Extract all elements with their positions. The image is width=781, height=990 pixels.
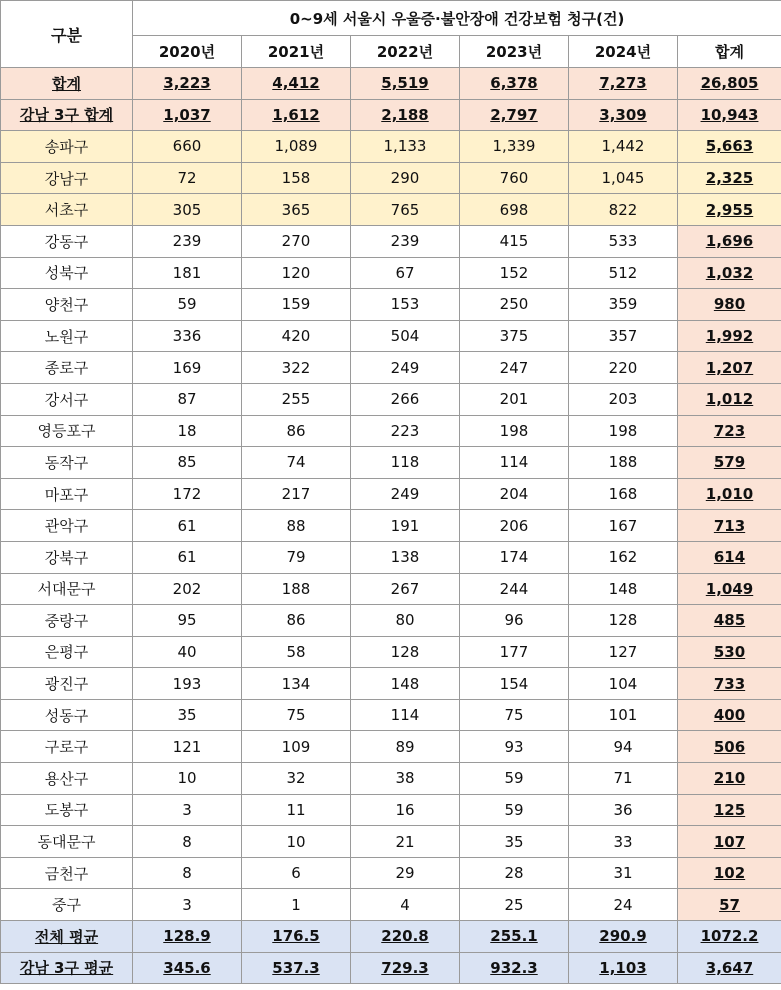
district-label: 서대문구 (1, 573, 133, 605)
cell-value: 24 (569, 889, 678, 921)
cell-value: 18 (133, 415, 242, 447)
cell-sum: 723 (678, 415, 781, 447)
district-row (1, 478, 781, 510)
district-row (1, 352, 781, 384)
cell-value: 1,103 (569, 952, 678, 984)
district-row (1, 699, 781, 731)
cell-value: 202 (133, 573, 242, 605)
cell-sum: 400 (678, 699, 781, 731)
district-label: 양천구 (1, 289, 133, 321)
cell-value: 512 (569, 257, 678, 289)
cell-value: 152 (460, 257, 569, 289)
cell-value: 2,797 (460, 99, 569, 131)
cell-value: 172 (133, 478, 242, 510)
cell-value: 4 (351, 889, 460, 921)
cell-sum: 125 (678, 794, 781, 826)
cell-value: 198 (460, 415, 569, 447)
district-row (1, 257, 781, 289)
district-label: 금천구 (1, 857, 133, 889)
cell-value: 134 (242, 668, 351, 700)
cell-sum: 614 (678, 541, 781, 573)
cell-value: 336 (133, 320, 242, 352)
cell-value: 198 (569, 415, 678, 447)
district-row (1, 763, 781, 795)
cell-value: 504 (351, 320, 460, 352)
cell-value: 88 (242, 510, 351, 542)
cell-value: 204 (460, 478, 569, 510)
cell-value: 322 (242, 352, 351, 384)
cell-value: 128 (569, 605, 678, 637)
cell-value: 359 (569, 289, 678, 321)
cell-value: 1,442 (569, 131, 678, 163)
cell-value: 223 (351, 415, 460, 447)
district-label: 성동구 (1, 699, 133, 731)
column-header: 합계 (678, 36, 781, 68)
cell-value: 72 (133, 162, 242, 194)
cell-value: 33 (569, 826, 678, 858)
table-body (1, 68, 781, 984)
row-label: 강남 3구 합계 (1, 99, 133, 131)
cell-value: 59 (460, 763, 569, 795)
cell-sum: 2,955 (678, 194, 781, 226)
cell-value: 249 (351, 352, 460, 384)
cell-sum: 579 (678, 447, 781, 479)
cell-value: 29 (351, 857, 460, 889)
cell-value: 94 (569, 731, 678, 763)
district-row (1, 194, 781, 226)
cell-value: 10 (242, 826, 351, 858)
cell-value: 220.8 (351, 921, 460, 953)
cell-value: 114 (351, 699, 460, 731)
cell-value: 10 (133, 763, 242, 795)
district-row (1, 541, 781, 573)
cell-value: 206 (460, 510, 569, 542)
cell-value: 2,188 (351, 99, 460, 131)
column-header: 2020년 (133, 36, 242, 68)
cell-value: 168 (569, 478, 678, 510)
cell-value: 239 (133, 225, 242, 257)
gangnam-average-row (1, 952, 781, 984)
cell-value: 8 (133, 857, 242, 889)
cell-sum: 210 (678, 763, 781, 795)
district-label: 강동구 (1, 225, 133, 257)
cell-value: 128 (351, 636, 460, 668)
cell-value: 61 (133, 510, 242, 542)
cell-value: 239 (351, 225, 460, 257)
cell-value: 80 (351, 605, 460, 637)
cell-value: 357 (569, 320, 678, 352)
cell-value: 270 (242, 225, 351, 257)
cell-sum: 10,943 (678, 99, 781, 131)
district-label: 동대문구 (1, 826, 133, 858)
cell-value: 58 (242, 636, 351, 668)
cell-value: 89 (351, 731, 460, 763)
district-row (1, 605, 781, 637)
cell-value: 188 (569, 447, 678, 479)
cell-value: 21 (351, 826, 460, 858)
cell-value: 220 (569, 352, 678, 384)
cell-value: 305 (133, 194, 242, 226)
total-row (1, 68, 781, 100)
cell-sum: 1,012 (678, 383, 781, 415)
cell-sum: 2,325 (678, 162, 781, 194)
cell-value: 1,089 (242, 131, 351, 163)
cell-value: 169 (133, 352, 242, 384)
cell-value: 698 (460, 194, 569, 226)
cell-value: 290 (351, 162, 460, 194)
cell-sum: 57 (678, 889, 781, 921)
district-row (1, 510, 781, 542)
cell-value: 249 (351, 478, 460, 510)
cell-value: 3,223 (133, 68, 242, 100)
cell-value: 114 (460, 447, 569, 479)
cell-sum: 485 (678, 605, 781, 637)
cell-value: 822 (569, 194, 678, 226)
district-label: 중랑구 (1, 605, 133, 637)
cell-value: 1,133 (351, 131, 460, 163)
district-label: 강북구 (1, 541, 133, 573)
cell-value: 85 (133, 447, 242, 479)
district-row (1, 289, 781, 321)
column-header: 2023년 (460, 36, 569, 68)
district-label: 도봉구 (1, 794, 133, 826)
cell-value: 59 (460, 794, 569, 826)
cell-sum: 107 (678, 826, 781, 858)
cell-value: 59 (133, 289, 242, 321)
district-label: 구로구 (1, 731, 133, 763)
cell-value: 87 (133, 383, 242, 415)
cell-value: 290.9 (569, 921, 678, 953)
district-label: 중구 (1, 889, 133, 921)
cell-value: 61 (133, 541, 242, 573)
cell-value: 3 (133, 794, 242, 826)
cell-value: 244 (460, 573, 569, 605)
district-label: 영등포구 (1, 415, 133, 447)
cell-value: 174 (460, 541, 569, 573)
district-label: 광진구 (1, 668, 133, 700)
cell-value: 1,612 (242, 99, 351, 131)
cell-sum: 1,010 (678, 478, 781, 510)
cell-value: 167 (569, 510, 678, 542)
cell-value: 5,519 (351, 68, 460, 100)
district-row (1, 225, 781, 257)
category-header: 구분 (1, 1, 133, 68)
district-row (1, 857, 781, 889)
district-label: 서초구 (1, 194, 133, 226)
cell-value: 153 (351, 289, 460, 321)
district-row (1, 383, 781, 415)
cell-value: 760 (460, 162, 569, 194)
cell-value: 35 (460, 826, 569, 858)
cell-value: 203 (569, 383, 678, 415)
cell-value: 415 (460, 225, 569, 257)
cell-sum: 1,992 (678, 320, 781, 352)
cell-value: 729.3 (351, 952, 460, 984)
cell-value: 3 (133, 889, 242, 921)
cell-value: 25 (460, 889, 569, 921)
cell-value: 162 (569, 541, 678, 573)
cell-value: 1,045 (569, 162, 678, 194)
cell-value: 217 (242, 478, 351, 510)
cell-value: 148 (351, 668, 460, 700)
cell-value: 101 (569, 699, 678, 731)
cell-value: 533 (569, 225, 678, 257)
district-row (1, 889, 781, 921)
district-label: 마포구 (1, 478, 133, 510)
gangnam-total-row (1, 99, 781, 131)
cell-value: 109 (242, 731, 351, 763)
cell-value: 247 (460, 352, 569, 384)
cell-sum: 1072.2 (678, 921, 781, 953)
cell-sum: 3,647 (678, 952, 781, 984)
cell-value: 36 (569, 794, 678, 826)
cell-value: 121 (133, 731, 242, 763)
cell-sum: 980 (678, 289, 781, 321)
cell-value: 120 (242, 257, 351, 289)
cell-value: 8 (133, 826, 242, 858)
cell-value: 250 (460, 289, 569, 321)
cell-value: 765 (351, 194, 460, 226)
cell-sum: 506 (678, 731, 781, 763)
row-label: 강남 3구 평균 (1, 952, 133, 984)
cell-value: 181 (133, 257, 242, 289)
cell-value: 177 (460, 636, 569, 668)
cell-value: 158 (242, 162, 351, 194)
district-label: 강서구 (1, 383, 133, 415)
column-header: 2022년 (351, 36, 460, 68)
cell-value: 86 (242, 605, 351, 637)
cell-value: 193 (133, 668, 242, 700)
row-label: 전체 평균 (1, 921, 133, 953)
cell-value: 537.3 (242, 952, 351, 984)
cell-sum: 26,805 (678, 68, 781, 100)
cell-value: 375 (460, 320, 569, 352)
cell-value: 191 (351, 510, 460, 542)
cell-sum: 1,049 (678, 573, 781, 605)
cell-value: 118 (351, 447, 460, 479)
cell-sum: 5,663 (678, 131, 781, 163)
district-row (1, 447, 781, 479)
cell-value: 35 (133, 699, 242, 731)
cell-value: 75 (460, 699, 569, 731)
cell-value: 74 (242, 447, 351, 479)
cell-value: 932.3 (460, 952, 569, 984)
district-label: 종로구 (1, 352, 133, 384)
cell-value: 420 (242, 320, 351, 352)
cell-value: 660 (133, 131, 242, 163)
district-row (1, 415, 781, 447)
cell-value: 67 (351, 257, 460, 289)
cell-value: 159 (242, 289, 351, 321)
cell-value: 267 (351, 573, 460, 605)
district-row (1, 731, 781, 763)
cell-value: 95 (133, 605, 242, 637)
column-header: 2021년 (242, 36, 351, 68)
header-row-title (1, 1, 781, 36)
row-label: 합계 (1, 68, 133, 100)
cell-value: 154 (460, 668, 569, 700)
cell-value: 255 (242, 383, 351, 415)
cell-value: 6,378 (460, 68, 569, 100)
district-row (1, 794, 781, 826)
district-label: 은평구 (1, 636, 133, 668)
district-row (1, 826, 781, 858)
cell-value: 1 (242, 889, 351, 921)
district-row (1, 668, 781, 700)
cell-value: 345.6 (133, 952, 242, 984)
cell-value: 31 (569, 857, 678, 889)
district-label: 성북구 (1, 257, 133, 289)
cell-value: 201 (460, 383, 569, 415)
cell-value: 104 (569, 668, 678, 700)
overall-average-row (1, 921, 781, 953)
cell-value: 1,037 (133, 99, 242, 131)
cell-value: 1,339 (460, 131, 569, 163)
cell-value: 38 (351, 763, 460, 795)
cell-sum: 733 (678, 668, 781, 700)
district-label: 용산구 (1, 763, 133, 795)
district-label: 동작구 (1, 447, 133, 479)
cell-value: 4,412 (242, 68, 351, 100)
district-row (1, 320, 781, 352)
district-row (1, 636, 781, 668)
cell-sum: 1,207 (678, 352, 781, 384)
district-row (1, 573, 781, 605)
cell-value: 40 (133, 636, 242, 668)
column-header: 2024년 (569, 36, 678, 68)
cell-value: 3,309 (569, 99, 678, 131)
cell-sum: 530 (678, 636, 781, 668)
cell-sum: 1,696 (678, 225, 781, 257)
cell-sum: 713 (678, 510, 781, 542)
cell-value: 7,273 (569, 68, 678, 100)
cell-value: 16 (351, 794, 460, 826)
district-label: 송파구 (1, 131, 133, 163)
cell-value: 365 (242, 194, 351, 226)
cell-value: 176.5 (242, 921, 351, 953)
district-label: 노원구 (1, 320, 133, 352)
cell-value: 255.1 (460, 921, 569, 953)
cell-sum: 102 (678, 857, 781, 889)
district-row (1, 162, 781, 194)
cell-value: 138 (351, 541, 460, 573)
cell-value: 266 (351, 383, 460, 415)
cell-value: 6 (242, 857, 351, 889)
table-title: 0~9세 서울시 우울증·불안장애 건강보험 청구(건) (133, 1, 781, 36)
cell-value: 148 (569, 573, 678, 605)
cell-value: 32 (242, 763, 351, 795)
cell-value: 79 (242, 541, 351, 573)
cell-value: 128.9 (133, 921, 242, 953)
cell-sum: 1,032 (678, 257, 781, 289)
cell-value: 11 (242, 794, 351, 826)
cell-value: 93 (460, 731, 569, 763)
cell-value: 96 (460, 605, 569, 637)
cell-value: 188 (242, 573, 351, 605)
cell-value: 75 (242, 699, 351, 731)
cell-value: 86 (242, 415, 351, 447)
district-label: 관악구 (1, 510, 133, 542)
cell-value: 127 (569, 636, 678, 668)
cell-value: 28 (460, 857, 569, 889)
district-label: 강남구 (1, 162, 133, 194)
district-row (1, 131, 781, 163)
cell-value: 71 (569, 763, 678, 795)
